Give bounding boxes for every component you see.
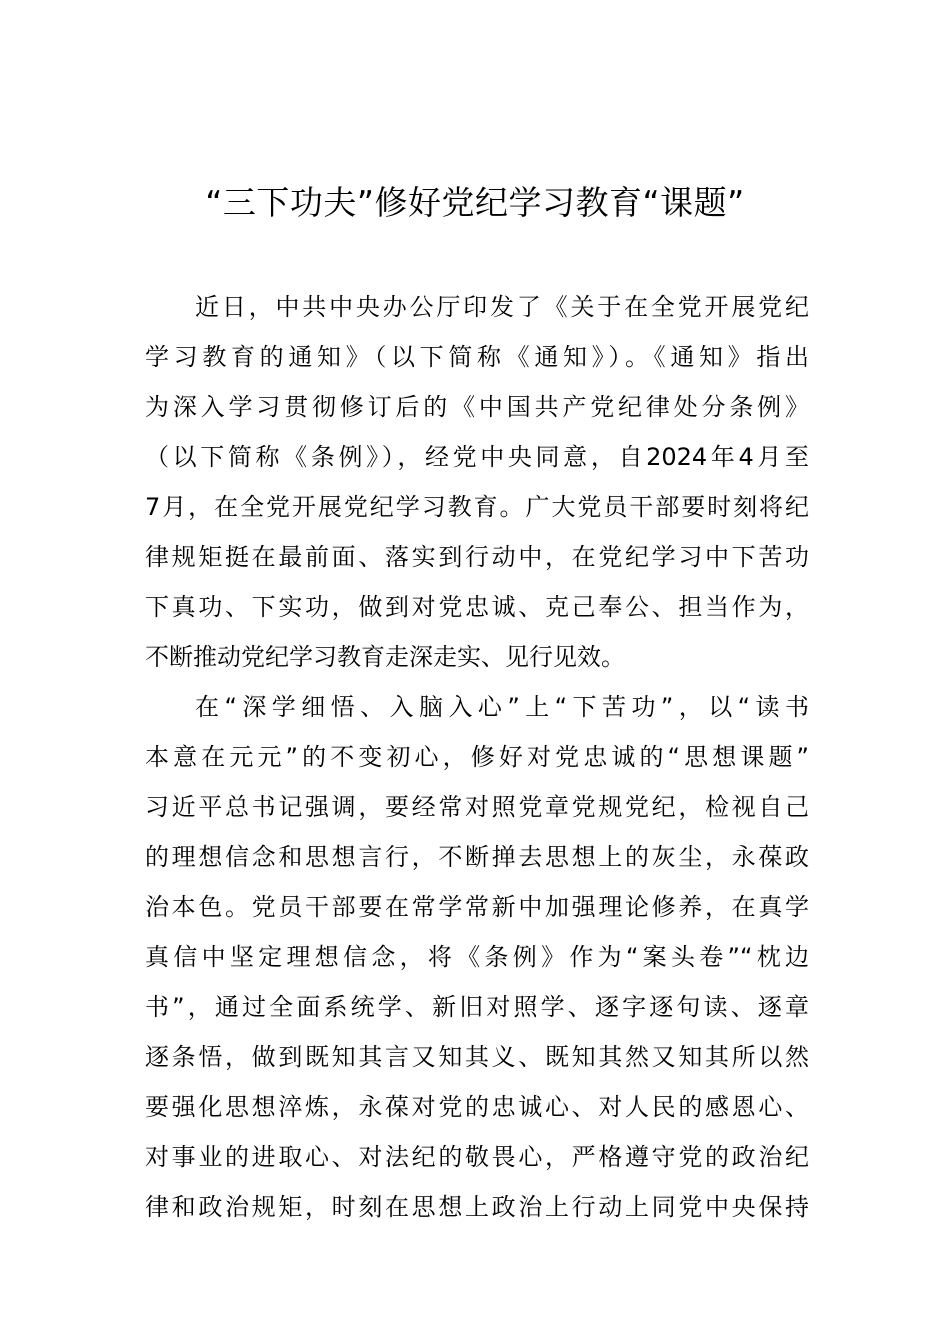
text-line: 不断推动党纪学习教育走深走实、见行见效。: [145, 643, 625, 671]
text-line: 在“深学细悟、入脑入心”上“下苦功”，以“读书: [195, 693, 809, 721]
text-line: 的理想信念和思想言行，不断掸去思想上的灰尘，永葆政: [145, 843, 809, 871]
text-line: 为深入学习贯彻修订后的《中国共产党纪律处分条例》: [145, 393, 809, 421]
text-line: 逐条悟，做到既知其言又知其义、既知其然又知其所以然: [145, 1043, 809, 1071]
document-title: “三下功夫”修好党纪学习教育“课题”: [205, 183, 745, 222]
text-line: 下真功、下实功，做到对党忠诚、克己奉公、担当作为，: [145, 593, 809, 621]
text-line: 书”，通过全面系统学、新旧对照学、逐字逐句读、逐章: [145, 993, 809, 1021]
text-line: 要强化思想淬炼，永葆对党的忠诚心、对人民的感恩心、: [145, 1093, 809, 1121]
text-line: 本意在元元”的不变初心，修好对党忠诚的“思想课题”: [145, 743, 809, 771]
text-line: 律规矩挺在最前面、落实到行动中，在党纪学习中下苦功: [145, 543, 809, 571]
text-line: 近日，中共中央办公厅印发了《关于在全党开展党纪: [195, 293, 809, 321]
text-line: 习近平总书记强调，要经常对照党章党规党纪，检视自己: [145, 793, 809, 821]
text-line: 学习教育的通知》（以下简称《通知》）。《通知》指出: [145, 343, 809, 371]
text-line: 治本色。党员干部要在常学常新中加强理论修养，在真学: [145, 893, 809, 921]
text-line: （以下简称《条例》），经党中央同意，自2024年4月至: [145, 443, 809, 471]
text-line: 对事业的进取心、对法纪的敬畏心，严格遵守党的政治纪: [145, 1143, 809, 1171]
text-line: 7月，在全党开展党纪学习教育。广大党员干部要时刻将纪: [145, 493, 809, 521]
document-body: [145, 282, 809, 1232]
paragraph-intro: [145, 282, 809, 682]
paragraph-section-1: [145, 682, 809, 1232]
text-line: 律和政治规矩，时刻在思想上政治上行动上同党中央保持: [145, 1193, 809, 1221]
text-line: 真信中坚定理想信念，将《条例》作为“案头卷”“枕边: [145, 943, 809, 971]
